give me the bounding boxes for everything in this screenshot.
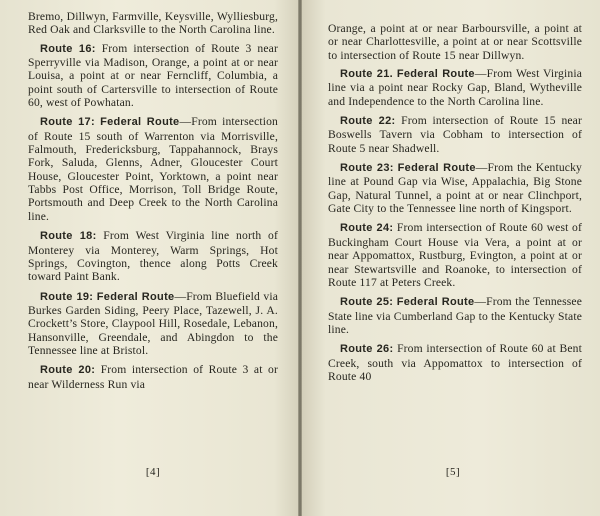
route-text: —From West Virginia line via a point near Rocky Gap, Bland, Wytheville and Independence to the North Carolina line. (328, 67, 582, 108)
federal-route-label: Federal Route (396, 296, 475, 309)
opening-text: Orange, a point at or near Barboursville, a point at or near Charlottesville, a point at or near Scottsville to intersection of Route 15 near Dillwyn. (328, 22, 582, 62)
route-label: Route 23: (340, 162, 394, 175)
left-page (0, 0, 298, 516)
route-text: From intersection of Route 60 at Bent Creek, south via Appomattox to intersection of Route 40 (328, 342, 582, 383)
page-number: [5] (445, 466, 461, 478)
federal-route-label: Federal Route (397, 162, 476, 175)
route-paragraph (328, 221, 582, 289)
route-label: Route 24: (340, 222, 394, 235)
right-page (302, 0, 600, 516)
route-text: From intersection of Route 60 west of Buckingham Court House via Vera, a point at or near Appomattox, Rustburg, Evington, a point at or near Stewartsville and Roanoke, to intersection of Route 117 at Peters Creek. (328, 221, 582, 289)
federal-route-label: Federal Route (100, 116, 180, 129)
route-label: Route 21. (340, 68, 393, 81)
route-label: Route 17: (40, 116, 95, 129)
page-number: [4] (145, 466, 161, 478)
route-text: —From the Kentucky line at Pound Gap via Wise, Appalachia, Big Stone Gap, Natural Tunnel, a point at or near Clinchport, Gate City to the Tennessee line north of Kingsport. (328, 161, 582, 216)
route-text: From intersection of Route 3 at or near Wilderness Run via (28, 363, 278, 391)
route-text: —From Bluefield via Burkes Garden Siding, Peery Place, Tazewell, J. A. Crockett’s Store, Claypool Hill, Rosedale, Lebanon, Hansonville, Greendale, and Abingdon to the Tennessee line at Bristol. (28, 289, 278, 357)
route-label: Route 26: (340, 343, 394, 356)
route-paragraph (328, 67, 582, 108)
federal-route-label: Federal Route (96, 290, 175, 303)
route-text: From intersection of Route 15 near Boswells Tavern via Cobham to intersection of Route 5 near Shadwell. (328, 114, 582, 155)
federal-route-label: Federal Route (396, 68, 475, 81)
route-paragraph (28, 290, 278, 358)
route-paragraph (28, 115, 278, 223)
route-label: Route 19: (40, 290, 94, 303)
route-text: —From the Tennessee State line via Cumberland Gap to the Kentucky State line. (328, 295, 582, 336)
route-label: Route 18: (40, 230, 97, 243)
route-paragraph (328, 342, 582, 383)
route-text: From intersection of Route 3 near Sperryville via Madison, Orange, a point at or near Louisa, a point at or near Ferncliff, Columbia, a point south of Cartersville to intersection of Route 60, west of Powhatan. (28, 41, 278, 110)
route-label: Route 25: (340, 296, 394, 309)
route-text: From West Virginia line north of Monterey via Monterey, Warm Springs, Hot Springs, Covington, thence along Potts Creek toward Paint Bank. (28, 229, 278, 284)
opening-text: Bremo, Dillwyn, Farmville, Keysville, Wylliesburg, Red Oak and Clarksville to the North Carolina line. (28, 10, 278, 37)
route-paragraph (328, 295, 582, 336)
route-paragraph (28, 42, 278, 110)
route-label: Route 16: (40, 42, 96, 55)
route-paragraph (28, 229, 278, 283)
route-label: Route 20: (40, 364, 96, 377)
route-paragraph (328, 161, 582, 215)
route-label: Route 22: (340, 115, 396, 128)
route-paragraph (328, 114, 582, 155)
route-text: —From intersection of Route 15 south of Warrenton via Morrisville, Falmouth, Fredericksburg, Tappahannock, Brays Fork, Saluda, Glenns, Adner, Gloucester Court House, Gloucester Point, Yorktown, a point near Tabbs Post Office, Morrison, Toll Bridge Route, Portsmouth and Deep Creek to the North Carolina line. (28, 115, 278, 223)
route-paragraph (28, 363, 278, 391)
